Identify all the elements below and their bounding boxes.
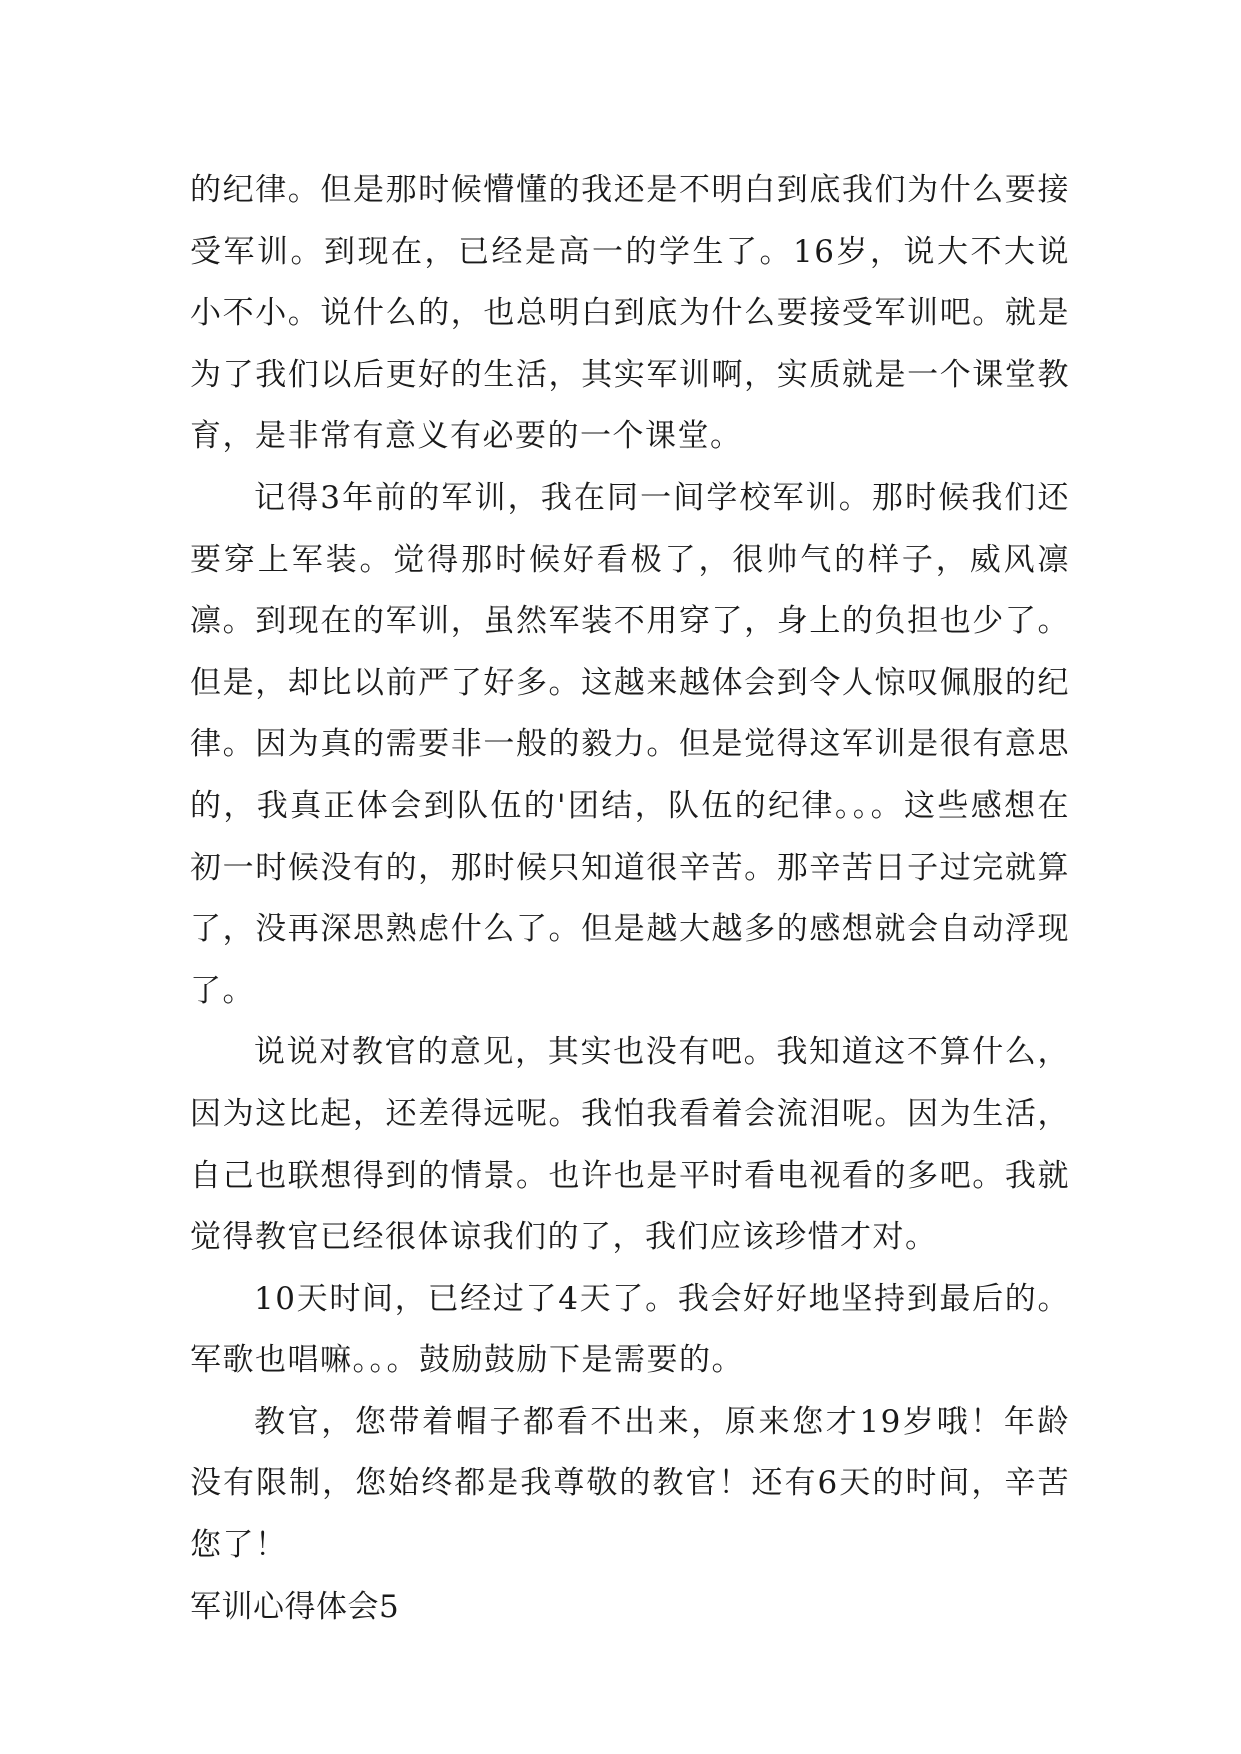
document-body bbox=[190, 160, 1070, 1638]
paragraph-2: 记得3年前的军训，我在同一间学校军训。那时候我们还要穿上军装。觉得那时候好看极了，很帅气的样子，威风凛凛。到现在的军训，虽然军装不用穿了，身上的负担也少了。但是，却比以前严了好多。这越来越体会到令人惊叹佩服的纪律。因为真的需要非一般的毅力。但是觉得这军训是很有意思的，我真正体会到队伍的'团结，队伍的纪律。。。这些感想在初一时候没有的，那时候只知道很辛苦。那辛苦日子过完就算了，没再深思熟虑什么了。但是越大越多的感想就会自动浮现了。 bbox=[190, 479, 1070, 1009]
paragraph-5: 教官，您带着帽子都看不出来，原来您才19岁哦！年龄没有限制，您始终都是我尊敬的教官！还有6天的时间，辛苦您了！ bbox=[190, 1403, 1070, 1564]
paragraph-1: 的纪律。但是那时候懵懂的我还是不明白到底我们为什么要接受军训。到现在，已经是高一的学生了。16岁，说大不大说小不小。说什么的，也总明白到底为什么要接受军训吧。就是为了我们以后更好的生活，其实军训啊，实质就是一个课堂教育，是非常有意义有必要的一个课堂。 bbox=[190, 172, 1070, 455]
paragraph-3: 说说对教官的意见，其实也没有吧。我知道这不算什么，因为这比起，还差得远呢。我怕我看着会流泪呢。因为生活，自己也联想得到的情景。也许也是平时看电视看的多吧。我就觉得教官已经很体谅我们的了，我们应该珍惜才对。 bbox=[190, 1034, 1070, 1256]
paragraph-4: 10天时间，已经过了4天了。我会好好地坚持到最后的。军歌也唱嘛。。。鼓励鼓励下是需要的。 bbox=[190, 1280, 1070, 1379]
section-heading: 军训心得体会5 bbox=[190, 1588, 400, 1625]
